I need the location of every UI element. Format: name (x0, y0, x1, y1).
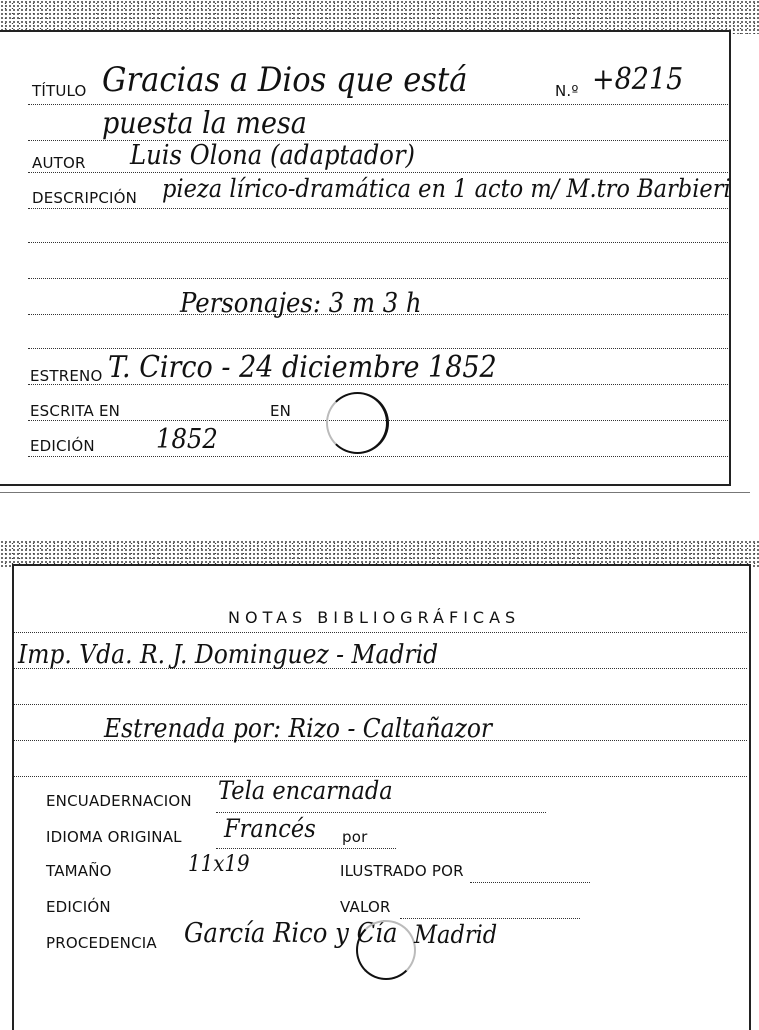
nota-imprenta: Imp. Vda. R. J. Dominguez - Madrid (18, 640, 439, 670)
rule (28, 278, 728, 279)
ilustrado-label: ILUSTRADO POR (340, 862, 464, 880)
titulo-value-line2: puesta la mesa (102, 106, 307, 141)
procedencia-label: PROCEDENCIA (46, 934, 157, 952)
card-divider (0, 492, 750, 493)
rule (216, 812, 546, 813)
en-label: EN (270, 402, 292, 420)
por-label: por (342, 828, 368, 846)
edicion-value: 1852 (156, 424, 218, 455)
rule (28, 172, 728, 173)
rule (28, 456, 728, 457)
scan-noise-top (0, 0, 759, 34)
rule (28, 242, 728, 243)
personajes-value: Personajes: 3 m 3 h (180, 288, 422, 319)
titulo-label: TÍTULO (32, 82, 87, 100)
rule (400, 918, 580, 919)
notas-heading: NOTAS BIBLIOGRÁFICAS (228, 608, 521, 627)
idioma-label: IDIOMA ORIGINAL (46, 828, 182, 846)
rule (470, 882, 590, 883)
idioma-value: Francés (224, 814, 316, 843)
stamp-circle (326, 392, 389, 454)
edicion-label-2: EDICIÓN (46, 898, 111, 916)
stamp-circle-2 (356, 920, 416, 980)
estreno-label: ESTRENO (30, 367, 103, 385)
numero-label: N.º (555, 82, 579, 100)
nota-estrenada: Estrenada por: Rizo - Caltañazor (104, 714, 493, 744)
procedencia-value: García Rico y Cía (184, 918, 398, 949)
autor-value: Luis Olona (adaptador) (130, 140, 416, 171)
encuadernacion-value: Tela encarnada (218, 776, 393, 805)
encuadernacion-label: ENCUADERNACION (46, 792, 192, 810)
rule (216, 848, 396, 849)
escrita-en-label: ESCRITA EN (30, 402, 121, 420)
procedencia-city: Madrid (414, 920, 498, 949)
rule (14, 704, 747, 705)
rule (28, 348, 728, 349)
edicion-label: EDICIÓN (30, 437, 95, 455)
rule (28, 208, 728, 209)
autor-label: AUTOR (32, 154, 86, 172)
valor-label: VALOR (340, 898, 391, 916)
descripcion-value: pieza lírico-dramática en 1 acto m/ M.tro Barbieri (162, 174, 731, 203)
rule (28, 104, 728, 105)
tamano-value: 11x19 (188, 852, 250, 877)
tamano-label: TAMAÑO (46, 862, 112, 880)
estreno-value: T. Circo - 24 diciembre 1852 (108, 350, 497, 385)
descripcion-label: DESCRIPCIÓN (32, 189, 138, 207)
numero-value: +8215 (592, 62, 684, 97)
rule (14, 632, 747, 633)
titulo-value-line1: Gracias a Dios que está (102, 60, 468, 100)
